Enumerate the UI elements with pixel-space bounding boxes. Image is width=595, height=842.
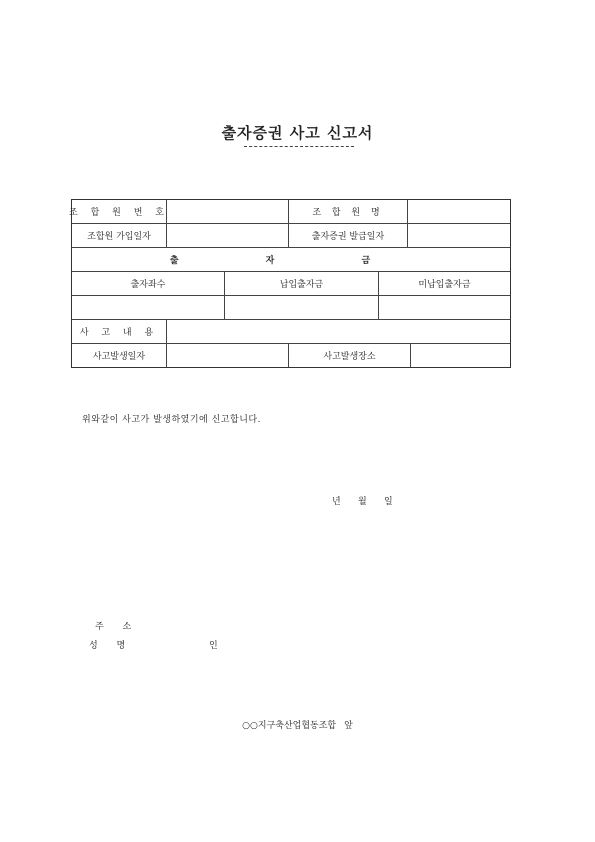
incident-place-label: 사고발생장소 [289, 344, 411, 367]
table-row [72, 272, 510, 296]
date-line [332, 494, 410, 507]
year-label: 년 [332, 497, 341, 507]
month-label: 월 [358, 497, 367, 507]
table-row [72, 320, 510, 344]
title-underline [244, 146, 354, 147]
recipient-name: ○○지구축산업협동조합 [242, 721, 337, 731]
recipient-suffix: 앞 [344, 721, 353, 731]
report-form-table [71, 199, 511, 368]
table-row [69, 200, 510, 224]
name-label: 성 명 [89, 641, 134, 651]
issue-date-field[interactable] [408, 224, 510, 247]
incident-place-field[interactable] [411, 344, 510, 367]
table-row [72, 296, 510, 320]
table-row [72, 344, 510, 367]
join-date-label: 조합원 가입일자 [72, 224, 167, 247]
member-name-field[interactable] [408, 200, 510, 223]
incident-content-label: 사 고 내 용 [72, 320, 167, 343]
recipient-line [0, 718, 595, 731]
member-number-field[interactable] [167, 200, 289, 223]
paid-amount-field[interactable] [225, 296, 379, 319]
paid-amount-label: 납입출자금 [225, 272, 379, 295]
member-name-label: 조 합 원 명 [289, 200, 408, 223]
incident-date-label: 사고발생일자 [72, 344, 167, 367]
table-row [72, 248, 510, 272]
incident-date-field[interactable] [167, 344, 289, 367]
unpaid-amount-field[interactable] [379, 296, 510, 319]
issue-date-label: 출자증권 발급일자 [289, 224, 408, 247]
incident-content-field[interactable] [167, 320, 510, 343]
day-label: 일 [384, 497, 393, 507]
join-date-field[interactable] [167, 224, 289, 247]
document-title: 출자증권 사고 신고서 [221, 124, 374, 142]
unpaid-amount-label: 미납입출자금 [418, 280, 471, 290]
shares-field[interactable] [72, 296, 225, 319]
table-row [72, 224, 510, 248]
address-label: 주 소 [95, 622, 140, 632]
shares-label: 출자좌수 [72, 272, 225, 295]
declaration-statement: 위와같이 사고가 발생하였기에 신고합니다. [82, 415, 261, 425]
seal-label: 인 [209, 641, 218, 651]
investment-header: 출 자 금 [169, 256, 413, 266]
member-number-label: 조 합 원 번 호 [72, 200, 167, 223]
